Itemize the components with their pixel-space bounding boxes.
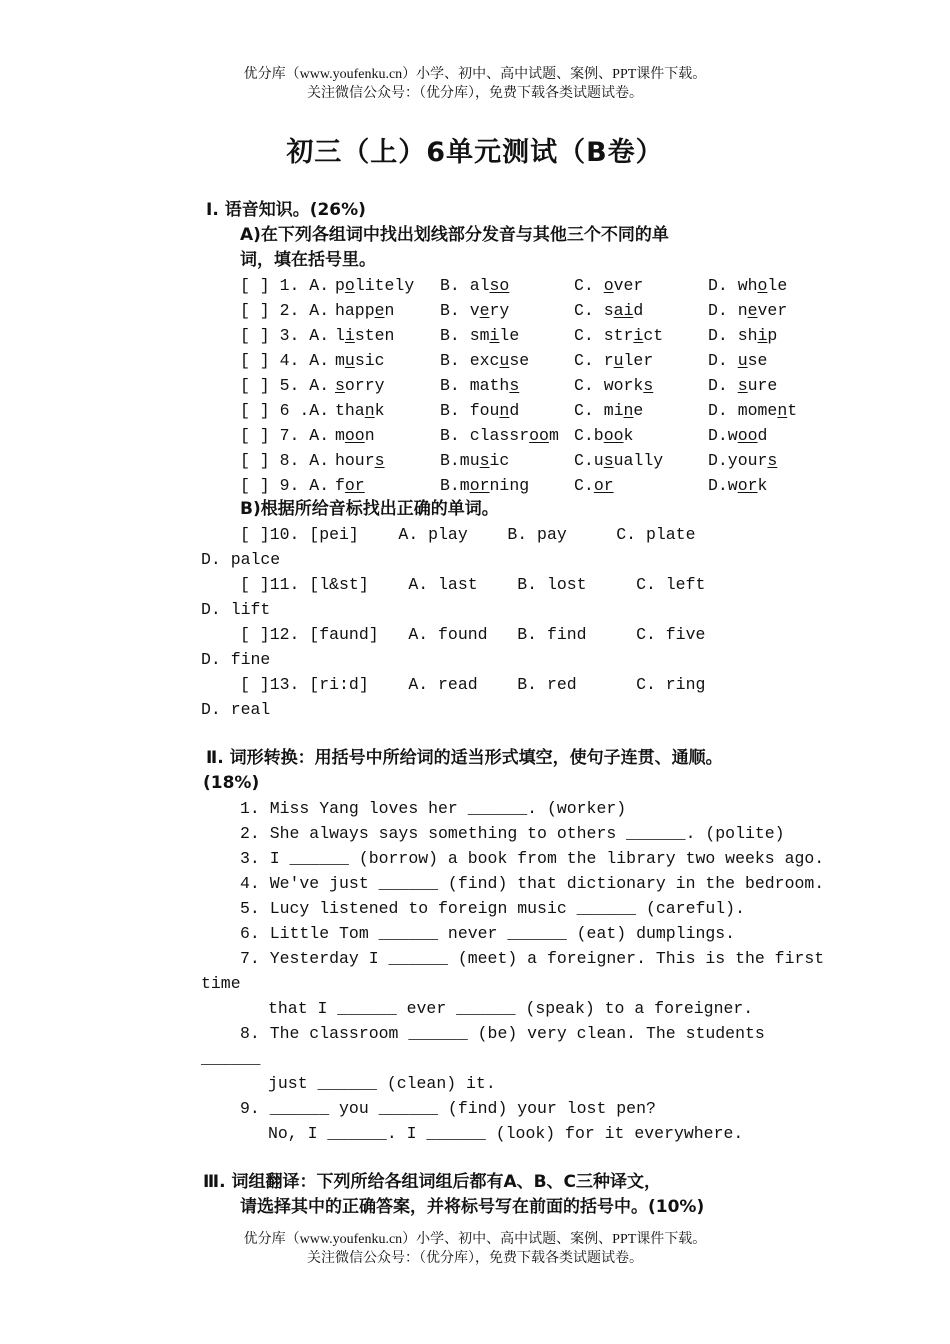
- blank-question-8: 8. The classroom ______ (be) very clean. The students: [240, 1024, 765, 1043]
- phonics-word: sorry: [335, 376, 385, 395]
- phonics-question-number: [ ] 4. A.: [240, 351, 330, 370]
- blank-question-7-wrap: time: [201, 974, 241, 993]
- phonics-question-number: [ ] 5. A.: [240, 376, 330, 395]
- phonics-question-number: [ ] 3. A.: [240, 326, 330, 345]
- blank-question-7: 7. Yesterday I ______ (meet) a foreigner. This is the first: [240, 949, 825, 968]
- blank-question-2: 2. She always says something to others ______. (polite): [240, 824, 785, 843]
- phonics-option-d: [708, 348, 767, 373]
- phonics-question-number: [ ] 1. A.: [240, 276, 330, 295]
- phonics-option-c: [574, 398, 643, 423]
- phonics-option-d: [708, 448, 777, 473]
- phonics-option-a: [335, 473, 365, 498]
- phonics-option-b: [440, 373, 519, 398]
- phonics-option-a: [335, 323, 394, 348]
- phonics-word: D.yours: [708, 451, 778, 470]
- phonics-word: C. strict: [574, 326, 664, 345]
- part-a-instruction-1: A)在下列各组词中找出划线部分发音与其他三个不同的单: [240, 225, 669, 245]
- blank-question-9: 9. ______ you ______ (find) your lost pen?: [240, 1099, 656, 1118]
- phonics-word: C. said: [574, 301, 644, 320]
- phonics-word: D. sure: [708, 376, 778, 395]
- section-3-heading-2: 请选择其中的正确答案，并将标号写在前面的括号中。(10%): [240, 1197, 705, 1217]
- phonics-word: B. excuse: [440, 351, 530, 370]
- section-1-heading: Ⅰ. 语音知识。(26%): [206, 200, 366, 220]
- blank-question-7-cont: that I ______ ever ______ (speak) to a foreigner.: [268, 999, 754, 1018]
- question-11: [ ]11. [l&st] A. last B. lost C. left: [240, 575, 706, 594]
- phonics-option-c: [574, 448, 663, 473]
- phonics-word: B. very: [440, 301, 510, 320]
- phonics-word: C.usually: [574, 451, 664, 470]
- phonics-word: D. never: [708, 301, 788, 320]
- question-10: [ ]10. [pei] A. play B. pay C. plate: [240, 525, 696, 544]
- phonics-word: B. classroom: [440, 426, 559, 445]
- part-b-heading: B)根据所给音标找出正确的单词。: [240, 499, 499, 519]
- footer-line-2: 关注微信公众号：（优分库），免费下载各类试题试卷。: [307, 1251, 643, 1266]
- page-title: 初三（上）6单元测试（B卷）: [286, 137, 664, 168]
- phonics-word: B. found: [440, 401, 520, 420]
- phonics-option-c: [574, 373, 653, 398]
- phonics-word: B.morning: [440, 476, 530, 495]
- blank-question-8-cont: just ______ (clean) it.: [268, 1074, 496, 1093]
- footer-line-1: 优分库（www.youfenku.cn）小学、初中、高中试题、案例、PPT课件下载。: [243, 1232, 707, 1247]
- phonics-word: moon: [335, 426, 375, 445]
- phonics-option-b: [440, 473, 529, 498]
- phonics-option-a: [335, 448, 385, 473]
- phonics-option-a: [335, 298, 394, 323]
- blank-question-6: 6. Little Tom ______ never ______ (eat) dumplings.: [240, 924, 736, 943]
- question-10-option-d: D. palce: [201, 550, 281, 569]
- phonics-word: for: [335, 476, 365, 495]
- phonics-word: music: [335, 351, 385, 370]
- question-13: [ ]13. [ri:d] A. read B. red C. ring: [240, 675, 706, 694]
- phonics-option-d: [708, 473, 767, 498]
- blank-question-8-wrap: ______: [201, 1049, 261, 1068]
- question-12-option-d: D. fine: [201, 650, 271, 669]
- phonics-word: D. whole: [708, 276, 788, 295]
- section-3-heading: Ⅲ. 词组翻译：下列所给各组词组后都有A、B、C三种译文，: [203, 1172, 662, 1192]
- part-a-instruction-2: 词，填在括号里。: [240, 250, 376, 270]
- phonics-option-c: [574, 298, 643, 323]
- phonics-option-b: [440, 273, 509, 298]
- phonics-option-a: [335, 273, 414, 298]
- phonics-option-a: [335, 348, 385, 373]
- phonics-word: B. maths: [440, 376, 520, 395]
- phonics-word: politely: [335, 276, 415, 295]
- phonics-word: C.book: [574, 426, 634, 445]
- phonics-option-b: [440, 298, 509, 323]
- phonics-question-number: [ ] 7. A.: [240, 426, 330, 445]
- phonics-option-d: [708, 273, 787, 298]
- blank-question-5: 5. Lucy listened to foreign music ______ (careful).: [240, 899, 745, 918]
- phonics-word: B.music: [440, 451, 510, 470]
- phonics-question-number: [ ] 9. A.: [240, 476, 330, 495]
- phonics-option-b: [440, 423, 559, 448]
- phonics-option-c: [574, 273, 643, 298]
- phonics-word: C. ruler: [574, 351, 654, 370]
- question-12: [ ]12. [faund] A. found B. find C. five: [240, 625, 706, 644]
- phonics-option-b: [440, 398, 519, 423]
- phonics-option-d: [708, 298, 787, 323]
- phonics-option-c: [574, 323, 663, 348]
- phonics-word: D. use: [708, 351, 768, 370]
- header-line-2: 关注微信公众号：（优分库），免费下载各类试题试卷。: [307, 86, 643, 101]
- phonics-word: thank: [335, 401, 385, 420]
- phonics-word: C. works: [574, 376, 654, 395]
- blank-question-4: 4. We've just ______ (find) that dictionary in the bedroom.: [240, 874, 825, 893]
- phonics-question-number: [ ] 2. A.: [240, 301, 330, 320]
- phonics-word: C. mine: [574, 401, 644, 420]
- phonics-word: B. also: [440, 276, 510, 295]
- phonics-option-b: [440, 448, 509, 473]
- phonics-question-number: [ ] 6 .A.: [240, 401, 330, 420]
- section-2-heading: Ⅱ. 词形转换：用括号中所给词的适当形式填空，使句子连贯、通顺。: [206, 748, 723, 768]
- phonics-word: B. smile: [440, 326, 520, 345]
- phonics-word: D.wood: [708, 426, 768, 445]
- phonics-option-a: [335, 423, 375, 448]
- section-2-heading-score: (18%): [203, 773, 260, 793]
- question-13-option-d: D. real: [201, 700, 271, 719]
- blank-question-1: 1. Miss Yang loves her ______. (worker): [240, 799, 627, 818]
- phonics-option-d: [708, 423, 767, 448]
- phonics-option-a: [335, 373, 385, 398]
- phonics-option-a: [335, 398, 385, 423]
- phonics-word: happen: [335, 301, 395, 320]
- phonics-option-b: [440, 348, 529, 373]
- phonics-option-c: [574, 473, 614, 498]
- phonics-word: D.work: [708, 476, 768, 495]
- phonics-word: hours: [335, 451, 385, 470]
- phonics-option-d: [708, 398, 797, 423]
- phonics-option-b: [440, 323, 519, 348]
- blank-question-3: 3. I ______ (borrow) a book from the library two weeks ago.: [240, 849, 825, 868]
- phonics-option-c: [574, 423, 633, 448]
- phonics-option-c: [574, 348, 653, 373]
- phonics-option-d: [708, 373, 777, 398]
- phonics-option-d: [708, 323, 777, 348]
- phonics-word: listen: [335, 326, 395, 345]
- blank-question-9-cont: No, I ______. I ______ (look) for it everywhere.: [268, 1124, 744, 1143]
- phonics-word: C. over: [574, 276, 644, 295]
- phonics-word: C.or: [574, 476, 614, 495]
- phonics-question-number: [ ] 8. A.: [240, 451, 330, 470]
- question-11-option-d: D. lift: [201, 600, 271, 619]
- phonics-word: D. moment: [708, 401, 798, 420]
- phonics-word: D. ship: [708, 326, 778, 345]
- header-line-1: 优分库（www.youfenku.cn）小学、初中、高中试题、案例、PPT课件下载。: [243, 67, 707, 82]
